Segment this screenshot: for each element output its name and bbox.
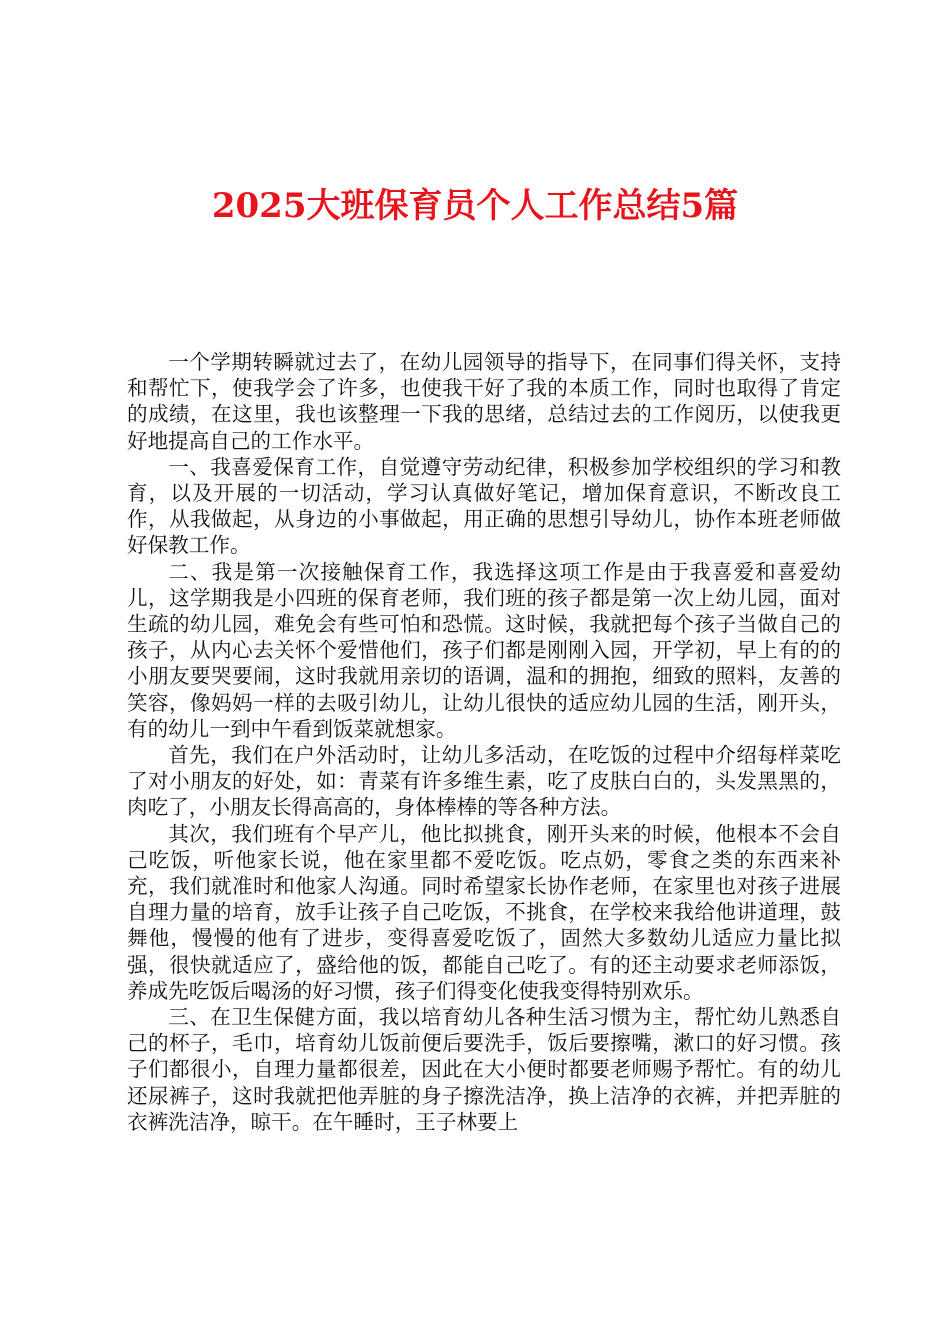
paragraph: 二、我是第一次接触保育工作，我选择这项工作是由于我喜爱和喜爱幼儿，这学期我是小四班的保育老师，我们班的孩子都是第一次上幼儿园，面对生疏的幼儿园，难免会有些可怕和恐慌。这时候，我就把每个孩子当做自己的孩子，从内心去关怀个爱惜他们，孩子们都是刚刚入园，开学初，早上有的的小朋友要哭要闹，这时我就用亲切的语调，温和的拥抱，细致的照料，友善的笑容，像妈妈一样的去吸引幼儿，让幼儿很快的适应幼儿园的生活，刚开头，有的幼儿一到中午看到饭菜就想家。 <box>127 559 841 741</box>
paragraph: 三、在卫生保健方面，我以培育幼儿各种生活习惯为主，帮忙幼儿熟悉自己的杯子，毛巾，培育幼儿饭前便后要洗手，饭后要擦嘴，漱口的好习惯。孩子们都很小，自理力量都很差，因此在大小便时都要老师赐予帮忙。有的幼儿还尿裤子，这时我就把他弄脏的身子擦洗洁净，换上洁净的衣裤，并把弄脏的衣裤洗洁净，晾干。在午睡时，王子林要上 <box>127 1005 841 1134</box>
document-title: 2025大班保育员个人工作总结5篇 <box>211 186 739 226</box>
paragraph: 首先，我们在户外活动时，让幼儿多活动，在吃饭的过程中介绍每样菜吃了对小朋友的好处，如：青菜有许多维生素，吃了皮肤白白的，头发黑黑的，肉吃了，小朋友长得高高的，身体棒棒的等各种方法。 <box>127 743 841 820</box>
document-body <box>127 349 841 1135</box>
paragraph: 其次，我们班有个早产儿，他比拟挑食，刚开头来的时候，他根本不会自己吃饭，听他家长说，他在家里都不爱吃饭。吃点奶，零食之类的东西来补充，我们就准时和他家人沟通。同时希望家长协作老师，在家里也对孩子进展自理力量的培育，放手让孩子自己吃饭，不挑食，在学校来我给他讲道理，鼓舞他，慢慢的他有了进步，变得喜爱吃饭了，固然大多数幼儿适应力量比拟强，很快就适应了，盛给他的饭，都能自己吃了。有的还主动要求老师添饭，养成先吃饭后喝汤的好习惯，孩子们得变化使我变得特别欢乐。 <box>127 821 841 1003</box>
paragraph: 一个学期转瞬就过去了，在幼儿园领导的指导下，在同事们得关怀，支持和帮忙下，使我学会了许多，也使我干好了我的本质工作，同时也取得了肯定的成绩，在这里，我也该整理一下我的思绪，总结过去的工作阅历，以使我更好地提高自己的工作水平。 <box>127 350 841 453</box>
paragraph: 一、我喜爱保育工作，自觉遵守劳动纪律，积极参加学校组织的学习和教育，以及开展的一切活动，学习认真做好笔记，增加保育意识，不断改良工作，从我做起，从身边的小事做起，用正确的思想引导幼儿，协作本班老师做好保教工作。 <box>127 454 841 558</box>
